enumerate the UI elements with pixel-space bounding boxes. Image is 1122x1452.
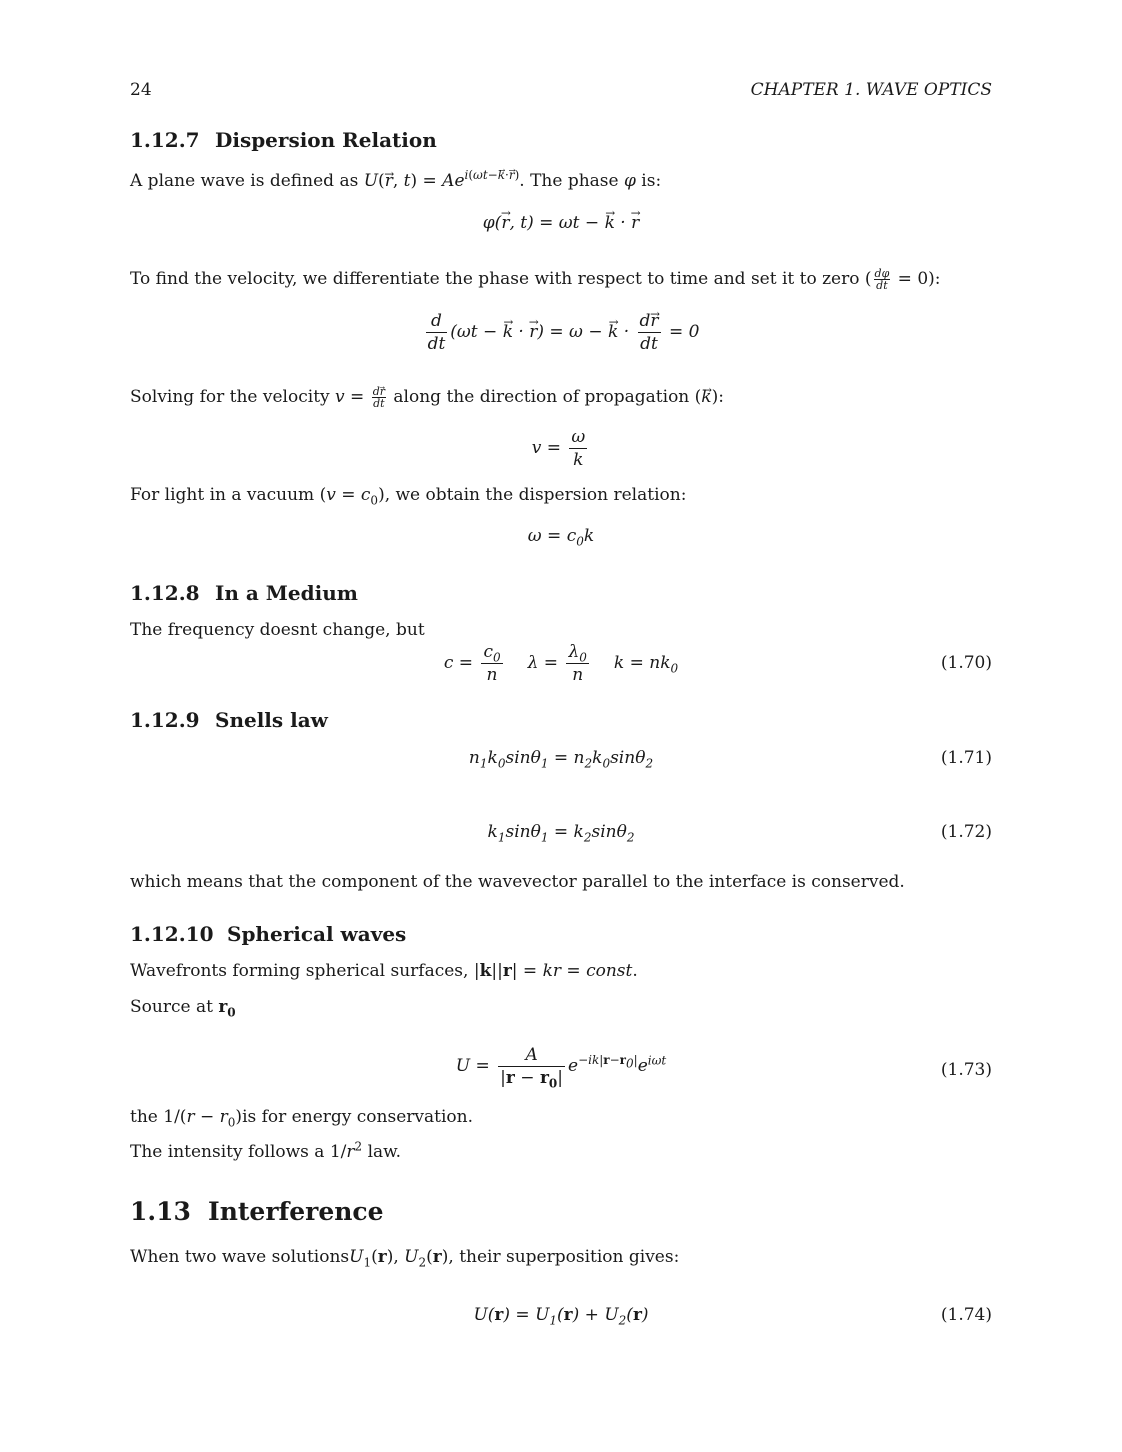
text: The intensity follows a [130,1142,330,1162]
equation-phase-derivative: $\frac{d}{dt}$ (ωt − k → · r →) = ω − k → · $\frac{dr \to}{dt}$ = 0 [130,310,992,355]
equation-velocity: v = $\frac{\omega}{k}$ [531,427,586,470]
math-inline: U(r →, $t) = Ae^{i(\omega t-k\cdot r)}$ [364,171,520,191]
text: When two wave solutions [130,1247,350,1267]
section-number: 1.12.7 [130,128,200,152]
equation-number: (1.74) [940,1305,992,1325]
math-inline: $r_0$ [218,997,236,1020]
paragraph-plane-wave [130,170,992,192]
text: is: [635,171,662,191]
text: ), we obtain the dispersion relation: [378,485,687,505]
section-title: Spherical waves [227,922,407,946]
math-inline: $U_1(r)$, $U_2(r)$ [349,1247,449,1270]
math-inline: |k||r| = kr = const. [473,961,638,981]
text: ): [928,269,941,289]
equation-number: (1.70) [940,653,992,673]
section-number: 1.12.8 [130,581,200,605]
math-inline: $\frac{d\varphi}{dt}$ = 0 [874,267,929,292]
section-heading-interference [130,1197,384,1226]
section-heading-medium [130,581,358,605]
math-inline: $1/(r - r_0)$ [163,1107,243,1130]
paragraph-superposition [130,1246,992,1268]
equation-snell-2: $k_1\sin\theta_1 = k_2\sin\theta_2$ (1.72) [487,822,992,845]
equation-superposition: $U(r) = U_1(r) + U_2(r)$ (1.74) [473,1305,992,1328]
equation-number: (1.73) [940,1060,992,1080]
document-page [130,0,992,1452]
paragraph-source [130,996,992,1018]
equation-snell-1: $n_1k_0\sin\theta_1 = n_2k_0\sin\theta_2$ (1.71) [468,748,992,771]
text: , their superposition gives: [448,1247,680,1267]
section-title: Dispersion Relation [215,128,437,152]
text: the [130,1107,164,1127]
text: ): [711,387,724,407]
text: is for energy conservation. [242,1107,473,1127]
paragraph-frequency: The frequency doesnt change, but [130,620,425,640]
equation-phase: φ(r →, t) = ωt − k → · r → [130,213,992,233]
section-heading-spherical [130,922,406,946]
paragraph-wavefronts [130,960,992,982]
section-heading-dispersion [130,128,437,152]
paragraph-intensity [130,1141,992,1163]
text: Solving for the velocity [130,387,336,407]
section-number: 1.13 [130,1197,191,1226]
section-title: Snells law [215,708,328,732]
section-title: Interference [208,1197,384,1226]
equation-number: (1.72) [940,822,992,842]
text: Wavefronts forming spherical surfaces, [130,961,474,981]
paragraph-wavevector: which means that the component of the wavevector parallel to the interface is conserved. [130,872,905,892]
math-inline: $v = c_0$ [326,485,379,508]
math-inline: k → [701,386,711,408]
text: For light in a vacuum ( [130,485,327,505]
text: along the direction of propagation ( [388,387,702,407]
math-inline: $1/r^2$ [329,1139,363,1162]
text: . The phase [519,171,624,191]
section-number: 1.12.9 [130,708,200,732]
section-heading-snell [130,708,328,732]
page-number: 24 [130,80,152,100]
math-inline: v = $\frac{dr}{dt}$ [335,385,386,410]
text: To find the velocity, we differentiate the phase with respect to time and set it to zero ( [130,269,872,289]
section-title: In a Medium [215,581,358,605]
text: A plane wave is defined as [130,171,364,191]
equation-spherical: U = $\frac{A}{|r - r_0|}$ $e^{-ik|r-r_0|}e^{i\omega t}$ (1.73) [455,1045,992,1091]
text: law. [362,1142,402,1162]
paragraph-energy [130,1106,992,1128]
paragraph-solving [130,386,992,409]
section-number: 1.12.10 [130,922,214,946]
text: Source at [130,997,219,1017]
equation-number: (1.71) [940,748,992,768]
paragraph-vacuum [130,484,992,506]
paragraph-velocity [130,268,992,291]
equation-medium: c = $\frac{c_0}{n}$ λ = $\frac{\lambda_0}{n}$ $k = nk_0$ (1.70) [443,642,992,685]
chapter-title: CHAPTER 1. WAVE OPTICS [750,80,992,100]
equation-dispersion: $\omega = c_0k$ [527,526,595,549]
math-inline: φ [623,171,636,191]
